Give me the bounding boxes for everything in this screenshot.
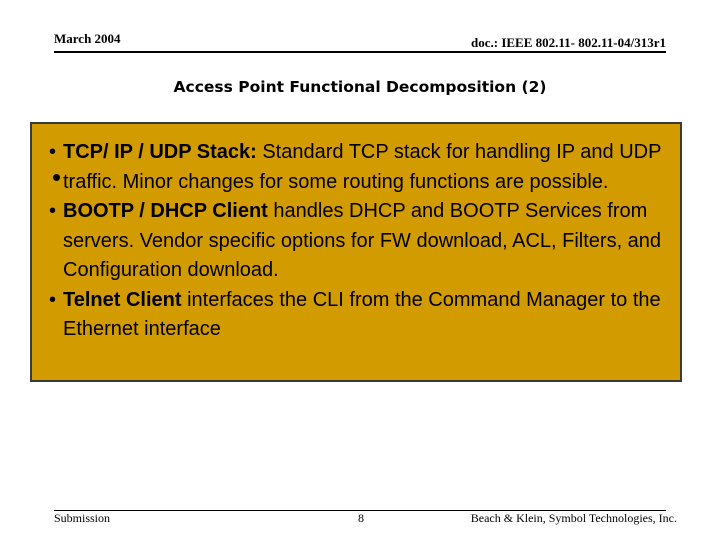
bullet-marker: • — [49, 141, 57, 163]
bullet-item — [49, 197, 670, 286]
bullet-text: Standard TCP stack for handling IP and UDP traffic. Minor changes for some routing functions are possible. — [63, 141, 662, 193]
header-doc-id: doc.: IEEE 802.11- 802.11-04/313r1 — [470, 35, 666, 50]
bullet-text: interfaces the CLI from the Command Manager to the Ethernet interface — [63, 288, 661, 340]
bullet-item — [49, 286, 670, 345]
stray-bullet-marker: • — [52, 162, 62, 192]
bullet-marker: • — [49, 288, 57, 311]
bullet-lead: Telnet Client — [63, 288, 182, 311]
bullet-text: handles DHCP and BOOTP Services from servers. Vendor specific options for FW download, ACL, Filters, and Configuration download. — [63, 200, 662, 281]
footer-page-number: 8 — [358, 511, 364, 525]
header-date: March 2004 — [54, 31, 121, 46]
bullet-marker: • — [49, 200, 57, 222]
bullet-item — [49, 138, 670, 197]
footer-submission: Submission — [54, 511, 111, 525]
footer-authors: Beach & Klein, Symbol Technologies, Inc. — [470, 511, 677, 525]
content-box — [30, 122, 682, 382]
slide-title: Access Point Functional Decomposition (2) — [173, 78, 547, 96]
header-rule — [54, 51, 666, 53]
bullet-lead: TCP/ IP / UDP Stack: — [63, 141, 257, 163]
bullet-lead: BOOTP / DHCP Client — [63, 200, 268, 222]
